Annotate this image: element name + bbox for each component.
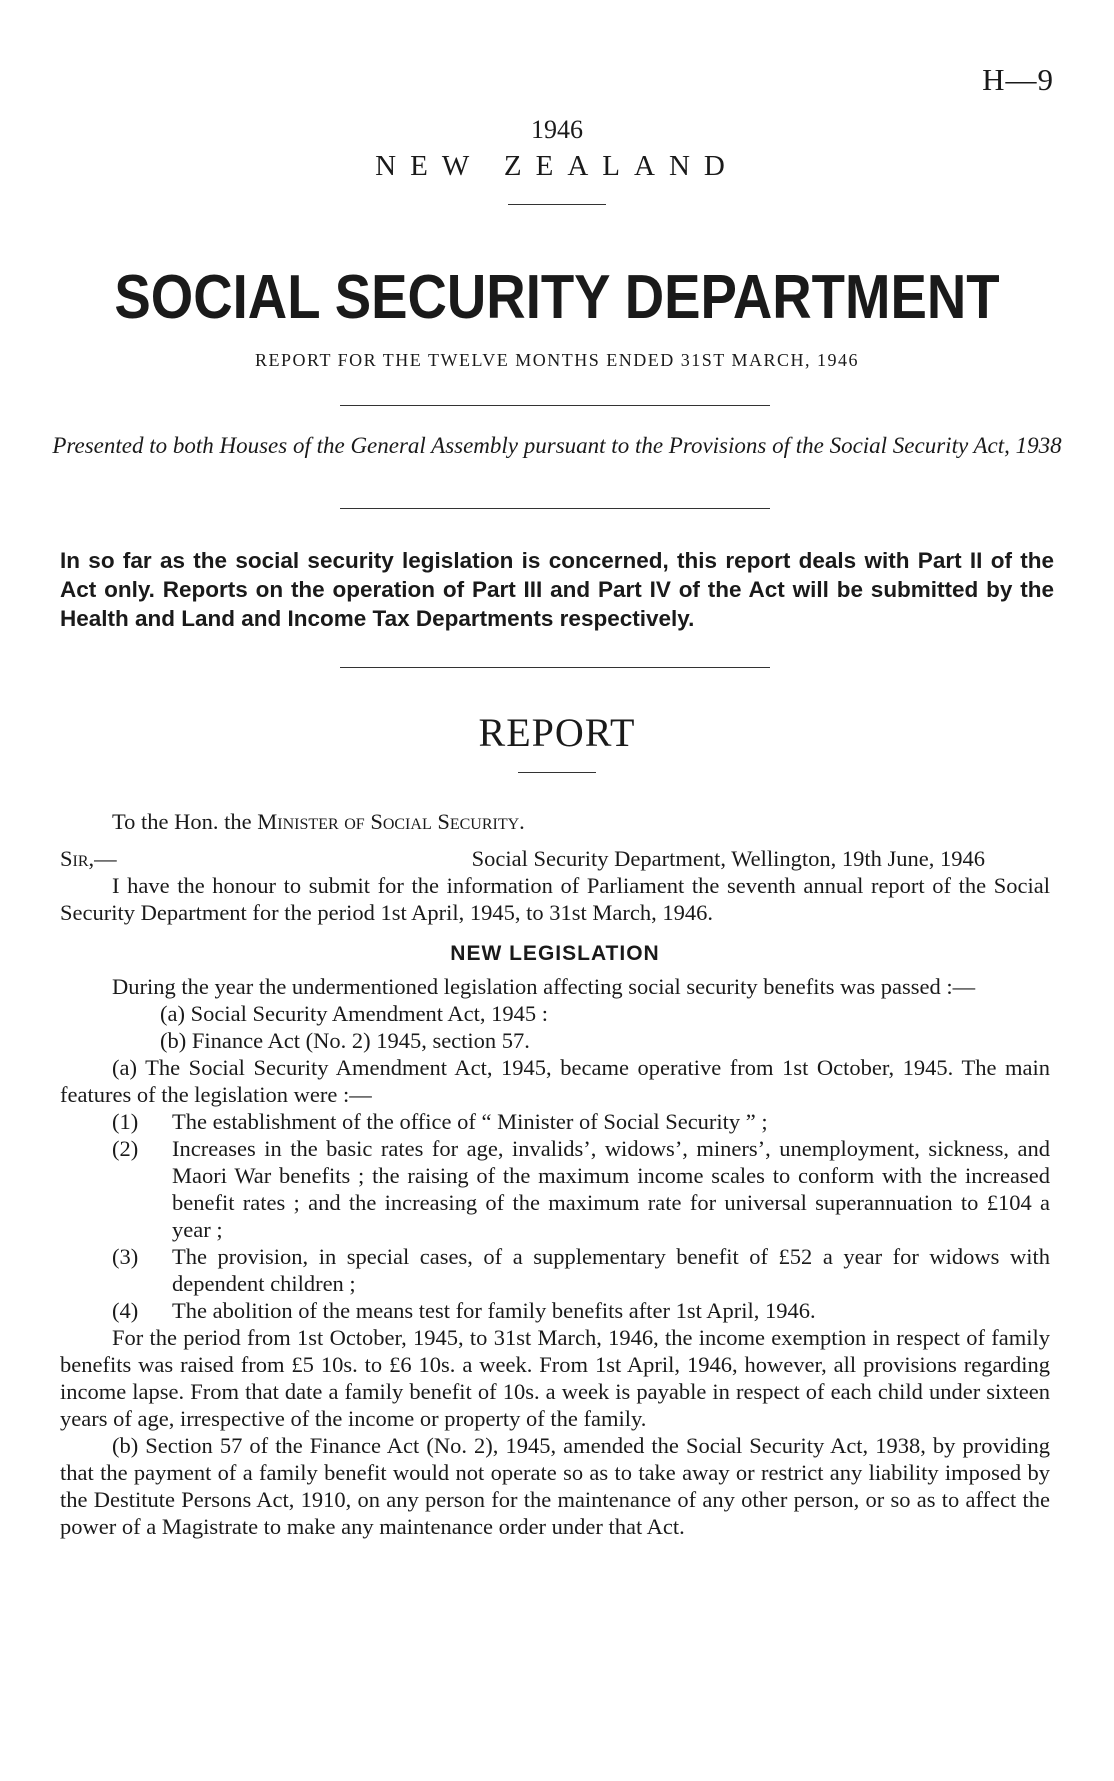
addressee-prefix: To the Hon. the: [112, 809, 252, 834]
addressee-line: [60, 808, 1050, 835]
feature-text: Increases in the basic rates for age, invalids’, widows’, miners’, unemployment, sickness, and Maori War benefits ; the raising of the maximum income scales to conform with the increased benefit rates ; and the increasing of the maximum rate for universal superannuation to £104 a year ;: [172, 1136, 1050, 1242]
divider: [518, 772, 596, 773]
feature-number: (1): [112, 1109, 139, 1134]
letter-body: [60, 872, 1050, 1540]
feature-text: The abolition of the means test for family benefits after 1st April, 1946.: [172, 1298, 816, 1323]
feature-text: The establishment of the office of “ Minister of Social Security ” ;: [172, 1109, 768, 1134]
feature-item: [60, 1108, 1050, 1135]
family-benefit-paragraph: For the period from 1st October, 1945, to 31st March, 1946, the income exemption in respect of family benefits was raised from £5 10s. to £6 10s. a week. From 1st April, 1946, however, all provisions regarding income lapse. From that date a family benefit of 10s. a week is payable in respect of each child under sixteen years of age, irrespective of the income or property of the family.: [60, 1325, 1050, 1431]
lead-paragraph: During the year the undermentioned legislation affecting social security benefits was passed :—: [112, 974, 976, 999]
country-name: NEW ZEALAND: [375, 150, 739, 182]
salutation: Sir,—: [60, 846, 117, 871]
section-heading: NEW LEGISLATION: [450, 942, 660, 965]
divider: [340, 405, 770, 406]
presentation-note: Presented to both Houses of the General Assembly pursuant to the Provisions of the Social Security Act, 1938: [52, 433, 1062, 458]
feature-number: (3): [112, 1244, 139, 1269]
intro-paragraph: I have the honour to submit for the information of Parliament the seventh annual report of the Social Security Department for the period 1st April, 1945, to 31st March, 1946.: [60, 873, 1050, 925]
feature-item: [60, 1243, 1050, 1297]
act-item: (b) Finance Act (No. 2) 1945, section 57.: [160, 1028, 530, 1053]
feature-number: (2): [112, 1136, 139, 1161]
department-title: SOCIAL SECURITY DEPARTMENT: [114, 263, 1000, 332]
addressee-title: Minister of Social Security.: [257, 809, 525, 834]
report-subtitle: REPORT FOR THE TWELVE MONTHS ENDED 31ST MARCH, 1946: [255, 350, 859, 370]
place-date: Social Security Department, Wellington, 19th June, 1946: [471, 846, 985, 871]
feature-text: The provision, in special cases, of a supplementary benefit of £52 a year for widows with dependent children ;: [172, 1244, 1050, 1296]
divider: [340, 667, 770, 668]
salutation-line: [60, 845, 1050, 872]
report-year: 1946: [531, 115, 583, 144]
feature-number: (4): [112, 1298, 139, 1323]
paragraph-a: (a) The Social Security Amendment Act, 1945, became operative from 1st October, 1945. The main features of the legislation were :—: [60, 1055, 1050, 1107]
page-reference: H—9: [982, 62, 1054, 97]
feature-item: [60, 1135, 1050, 1243]
scope-note: In so far as the social security legislation is concerned, this report deals with Part II of the Act only. Reports on the operation of Part III and Part IV of the Act will be submitted by the Health and Land and Income Tax Departments respectively.: [60, 548, 1054, 631]
report-heading: REPORT: [478, 710, 636, 755]
feature-item: [60, 1297, 1050, 1324]
divider: [508, 204, 606, 205]
paragraph-b: (b) Section 57 of the Finance Act (No. 2), 1945, amended the Social Security Act, 1938, by providing that the payment of a family benefit would not operate so as to take away or restrict any liability imposed by the Destitute Persons Act, 1910, on any person for the maintenance of any other person, or so as to affect the power of a Magistrate to make any maintenance order under that Act.: [60, 1433, 1050, 1539]
act-item: (a) Social Security Amendment Act, 1945 :: [160, 1001, 549, 1026]
divider: [340, 508, 770, 509]
